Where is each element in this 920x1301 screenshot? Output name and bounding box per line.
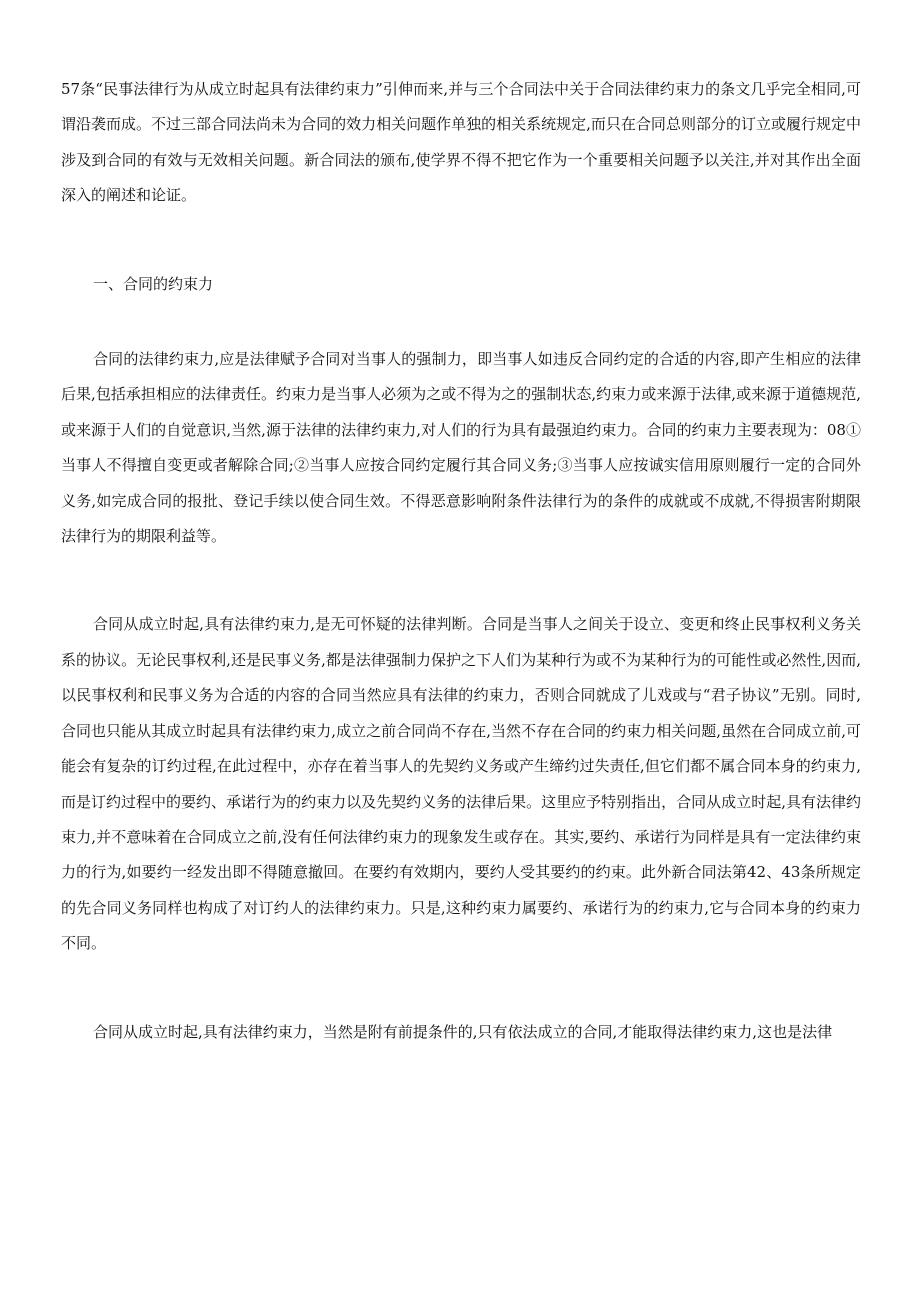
section-heading: 一、合同的约束力 <box>93 274 214 293</box>
paragraph-from-formation: 合同从成立时起,具有法律约束力,是无可怀疑的法律判断。合同是当事人之间关于设立、变更和终止民事权利义务关系的协议。无论民事权利,还是民事义务,都是法律强制力保护之下人们为某种行为或不为某种行为的可能性或必然性,因而,以民事权利和民事义务为合适的内容的合同当然应具有法律的约束力，否则合同就成了儿戏或与“君子协议”无别。同时,合同也只能从其成立时起具有法律约束力,成立之前合同尚不存在,当然不存在合同的约束力相关问题,虽然在合同成立前,可能会有复杂的订约过程,在此过程中，亦存在着当事人的先契约义务或产生缔约过失责任,但它们都不属合同本身的约束力,而是订约过程中的要约、承诺行为的约束力以及先契约义务的法律后果。这里应予特别指出，合同从成立时起,具有法律约束力,并不意味着在合同成立之前,没有任何法律约束力的现象发生或存在。其实,要约、承诺行为同样是具有一定法律约束力的行为,如要约一经发出即不得随意撤回。在要约有效期内，要约人受其要约的约束。此外新合同法第42、43条所规定的先合同义务同样也构成了对订约人的法律约束力。只是,这种约束力属要约、承诺行为的约束力,它与合同本身的约束力不同。 <box>61 615 861 953</box>
paragraph-precondition: 合同从成立时起,具有法律约束力，当然是附有前提条件的,只有依法成立的合同,才能取得法律约束力,这也是法律 <box>93 1022 833 1041</box>
paragraph-binding-force: 合同的法律约束力,应是法律赋予合同对当事人的强制力，即当事人如违反合同约定的合适的内容,即产生相应的法律后果,包括承担相应的法律责任。约束力是当事人必须为之或不得为之的强制状态,约束力或来源于法律,或来源于道德规范,或来源于人们的自觉意识,当然,源于法律的法律约束力,对人们的行为具有最强迫约束力。合同的约束力主要表现为：08①当事人不得擅自变更或者解除合同;②当事人应按合同约定履行其合同义务;③当事人应按诚实信用原则履行一定的合同外义务,如完成合同的报批、登记手续以使合同生效。不得恶意影响附条件法律行为的条件的成就或不成就,不得损害附期限法律行为的期限利益等。 <box>61 350 861 546</box>
document-page <box>61 72 861 1050</box>
paragraph-intro: 57条“民事法律行为从成立时起具有法律约束力”引伸而来,并与三个合同法中关于合同法律约束力的条文几乎完全相同,可谓沿袭而成。不过三部合同法尚未为合同的效力相关问题作单独的相关系统规定,而只在合同总则部分的订立或履行规定中涉及到合同的有效与无效相关问题。新合同法的颁布,使学界不得不把它作为一个重要相关问题予以关注,并对其作出全面深入的阐述和论证。 <box>61 80 861 205</box>
